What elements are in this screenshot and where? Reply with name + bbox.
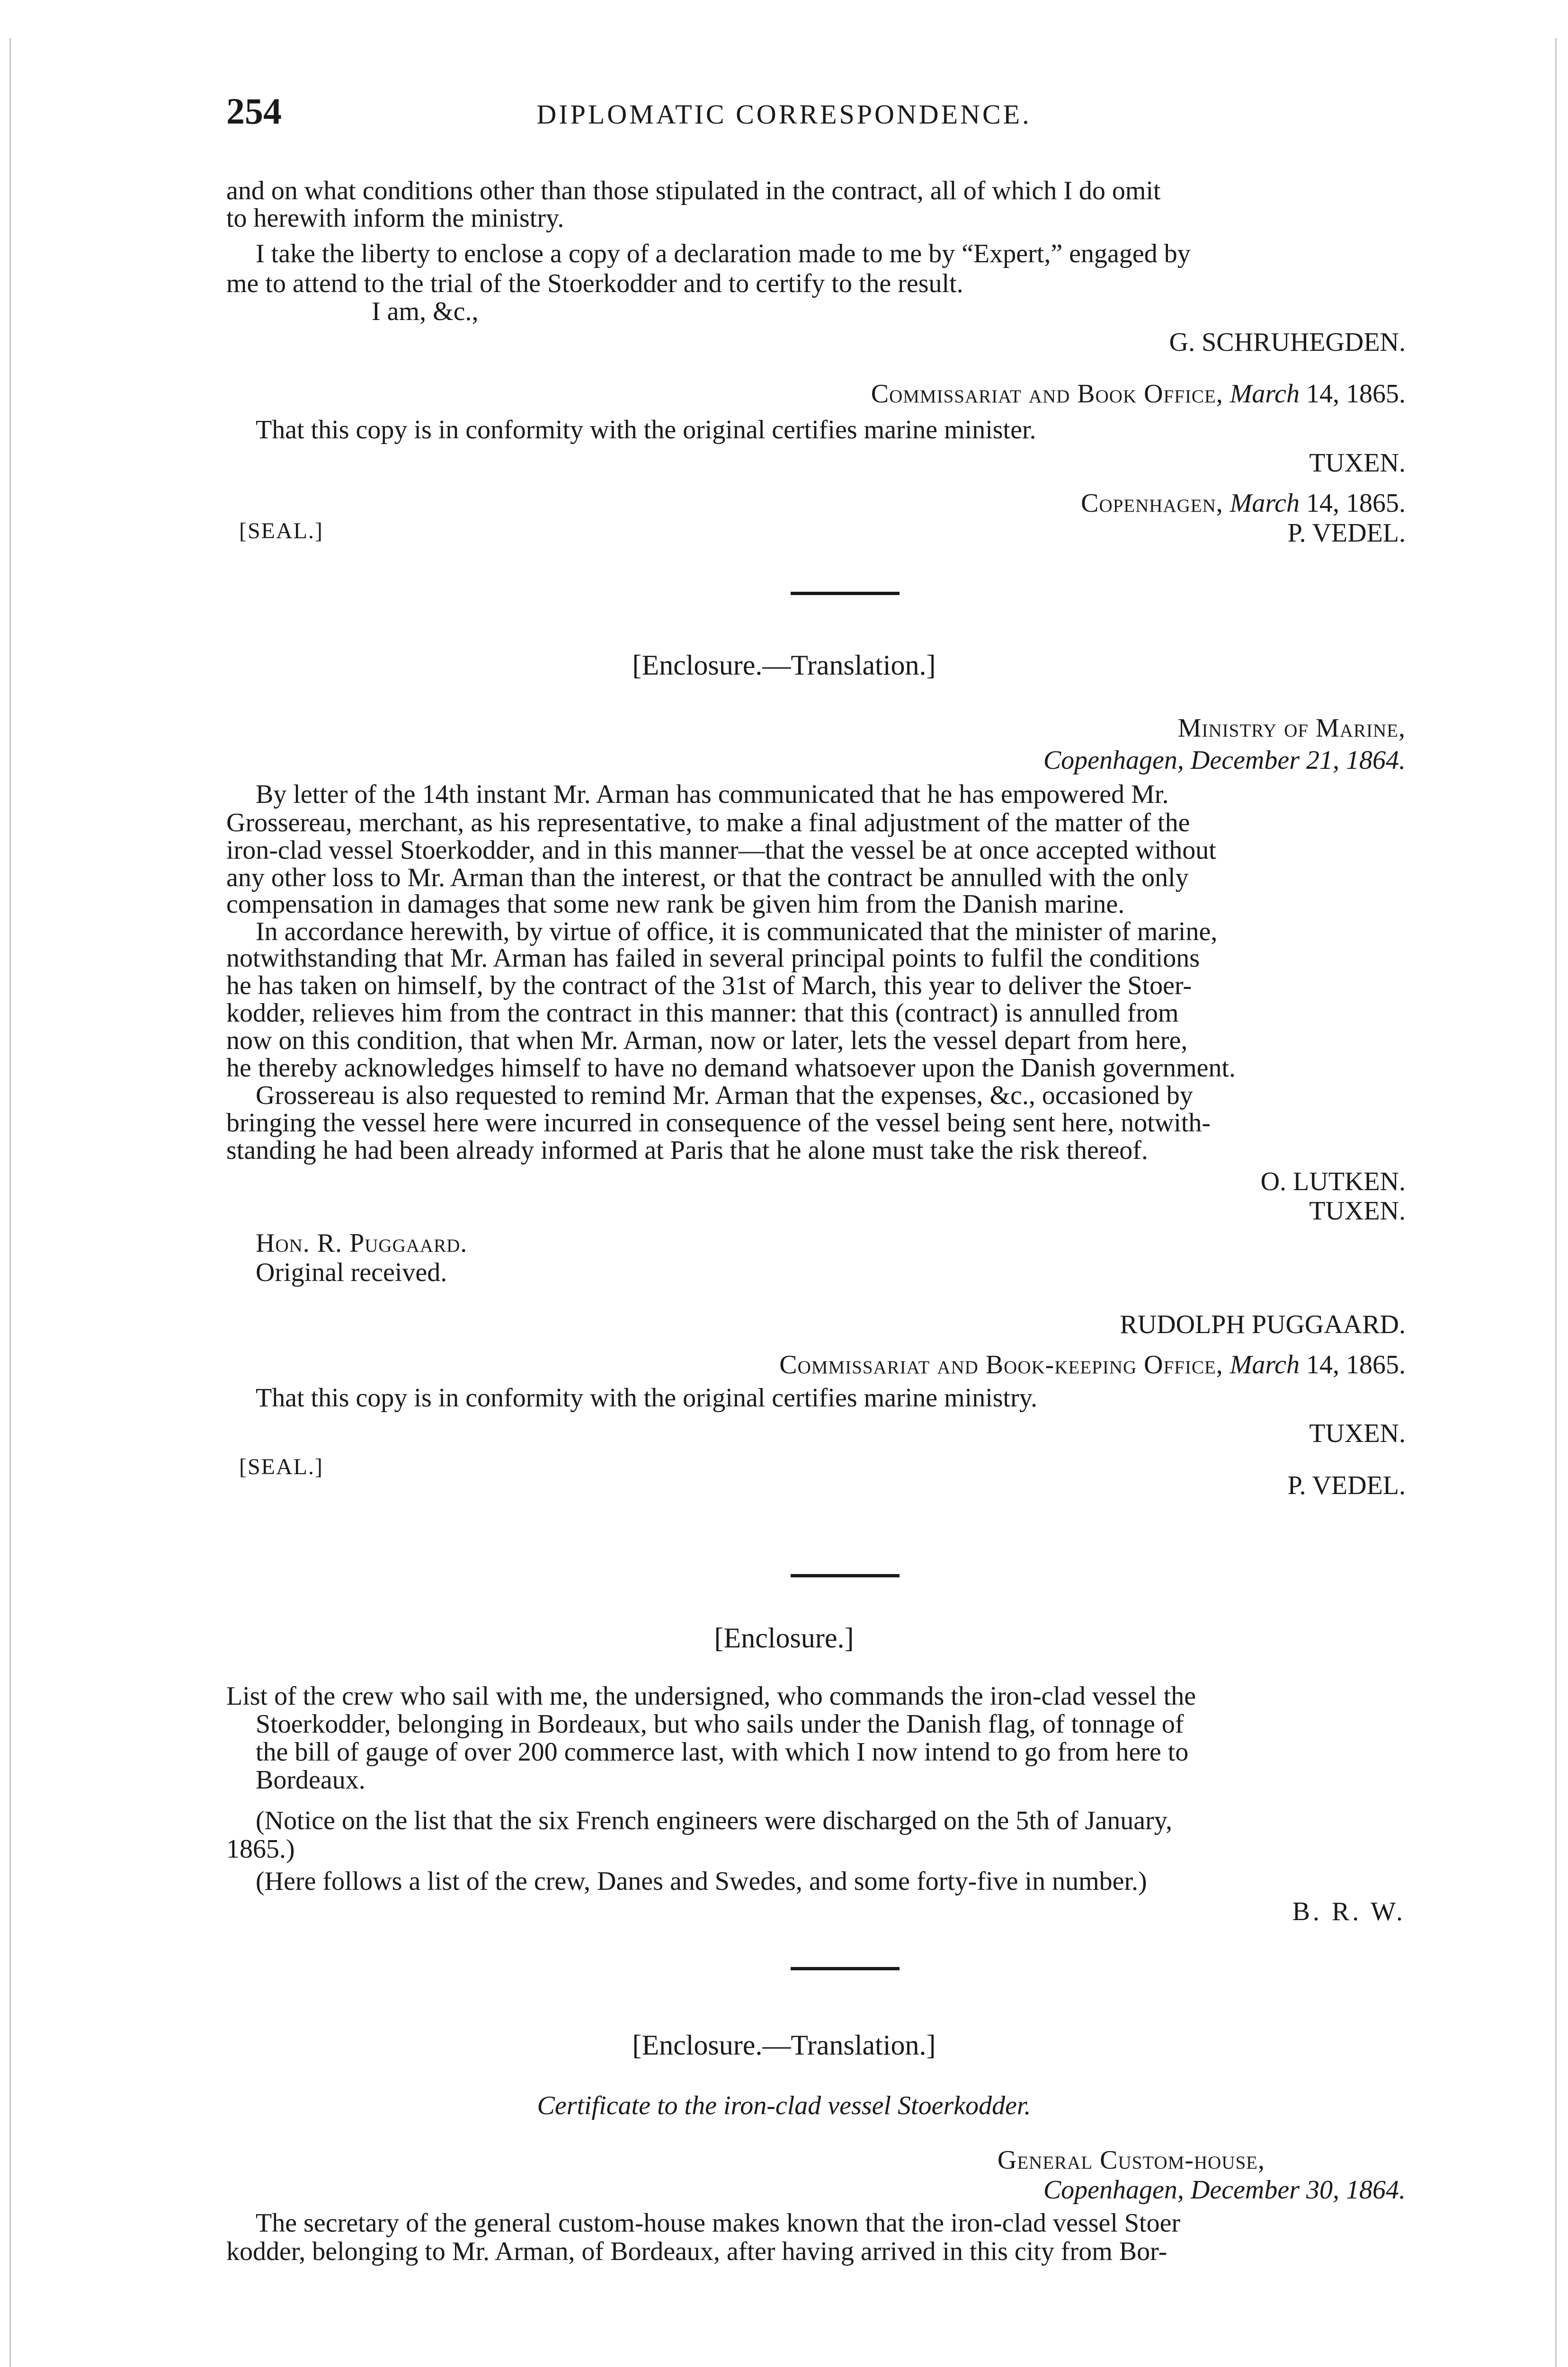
place-date: 14, 1865. <box>1306 489 1406 518</box>
office-date-line <box>871 381 1406 407</box>
place-date-line: Copenhagen, December 30, 1864. <box>1043 2175 1406 2205</box>
running-title: DIPLOMATIC CORRESPONDENCE. <box>536 99 1032 130</box>
section-divider <box>791 1967 900 1970</box>
signer-name: TUXEN. <box>1309 1419 1406 1448</box>
closing-line: I am, &c., <box>372 297 479 326</box>
body-line: to herewith inform the ministry. <box>226 204 564 233</box>
body-line: he thereby acknowledges himself to have no demand whatsoever upon the Danish government. <box>226 1053 1236 1083</box>
signature: G. SCHRUHEGDEN. <box>1169 328 1406 357</box>
signer-name: B. R. W. <box>1292 1897 1406 1926</box>
office-date: 14, 1865. <box>1306 1350 1406 1379</box>
body-line: Bordeaux. <box>256 1765 365 1795</box>
body-line: and on what conditions other than those stipulated in the contract, all of which I do omit <box>226 176 1161 205</box>
office-name: Commissariat and Book Office, <box>871 379 1223 409</box>
body-line: standing he had been already informed at Paris that he alone must take the risk thereof. <box>226 1136 1148 1165</box>
body-line: any other loss to Mr. Arman than the interest, or that the contract be annulled with the only <box>226 863 1189 892</box>
office-date-line <box>779 1352 1406 1378</box>
body-line: List of the crew who sail with me, the undersigned, who commands the iron-clad vessel the <box>226 1682 1196 1711</box>
ministry-name: Ministry of Marine, <box>1177 713 1406 743</box>
body-line: iron-clad vessel Stoerkodder, and in this manner—that the vessel be at once accepted without <box>226 836 1216 865</box>
body-line: By letter of the 14th instant Mr. Arman has communicated that he has empowered Mr. <box>256 780 1169 809</box>
body-line: kodder, relieves him from the contract in this manner: that this (contract) is annulled from <box>226 998 1179 1028</box>
enclosure-heading: [Enclosure.] <box>714 1622 854 1654</box>
signer-name: P. VEDEL. <box>1287 518 1406 548</box>
signer-name: O. LUTKEN. <box>1260 1167 1406 1196</box>
page-number: 254 <box>226 90 282 132</box>
body-line: notwithstanding that Mr. Arman has failed in several principal points to fulfil the conditions <box>226 943 1200 973</box>
certify-line: That this copy is in conformity with the original certifies marine ministry. <box>256 1383 1038 1413</box>
seal-mark: [SEAL.] <box>239 1454 323 1479</box>
place-name: Copenhagen, <box>1081 489 1223 518</box>
addressee <box>256 1230 467 1256</box>
signer-name: P. VEDEL. <box>1287 1471 1406 1500</box>
place-date-line: Copenhagen, December 21, 1864. <box>1043 746 1406 775</box>
body-line: (Here follows a list of the crew, Danes and Swedes, and some forty-five in number.) <box>256 1867 1147 1896</box>
office-month: March <box>1229 379 1300 409</box>
place-month: March <box>1229 489 1300 518</box>
body-line: now on this condition, that when Mr. Arman, now or later, lets the vessel depart from here, <box>226 1026 1188 1055</box>
body-line: me to attend to the trial of the Stoerkodder and to certify to the result. <box>226 269 963 298</box>
enclosure-heading: [Enclosure.—Translation.] <box>632 650 936 681</box>
body-line: 1865.) <box>226 1834 295 1864</box>
certificate-title: Certificate to the iron-clad vessel Stoerkodder. <box>537 2091 1031 2120</box>
body-line: Stoerkodder, belonging in Bordeaux, but who sails under the Danish flag, of tonnage of <box>256 1709 1184 1739</box>
body-line: he has taken on himself, by the contract of the 31st of March, this year to deliver the Stoer- <box>226 971 1192 1000</box>
body-line: bringing the vessel here were incurred in consequence of the vessel being sent here, notwith- <box>226 1108 1211 1138</box>
section-divider <box>791 1574 900 1577</box>
body-line: I take the liberty to enclose a copy of a declaration made to me by “Expert,” engaged by <box>256 239 1191 268</box>
signer-name: TUXEN. <box>1309 1196 1406 1226</box>
signer-name: TUXEN. <box>1309 448 1406 478</box>
body-line: the bill of gauge of over 200 commerce last, with which I now intend to go from here to <box>256 1737 1189 1767</box>
body-line: Grossereau is also requested to remind Mr. Arman that the expenses, &c., occasioned by <box>256 1081 1193 1110</box>
right-margin-line <box>1555 38 1557 2367</box>
received-line: Original received. <box>256 1258 447 1287</box>
left-margin-line <box>9 38 11 2367</box>
body-line: (Notice on the list that the six French engineers were discharged on the 5th of January, <box>256 1806 1173 1835</box>
addressee-name: Hon. R. Puggaard. <box>256 1228 468 1258</box>
body-line: In accordance herewith, by virtue of office, it is communicated that the minister of marine, <box>256 917 1218 946</box>
office-name: General Custom-house, <box>997 2145 1265 2175</box>
office-date: 14, 1865. <box>1306 379 1406 409</box>
office-month: March <box>1229 1350 1300 1379</box>
body-line: Grossereau, merchant, as his representative, to make a final adjustment of the matter of the <box>226 808 1190 837</box>
body-line: compensation in damages that some new rank be given him from the Danish marine. <box>226 890 1125 919</box>
enclosure-heading: [Enclosure.—Translation.] <box>632 2029 936 2061</box>
body-line: The secretary of the general custom-house makes known that the iron-clad vessel Stoer <box>256 2208 1181 2238</box>
office-name: Commissariat and Book-keeping Office, <box>779 1350 1223 1379</box>
receiver-name: RUDOLPH PUGGAARD. <box>1120 1310 1406 1339</box>
certify-line: That this copy is in conformity with the original certifies marine minister. <box>256 415 1036 445</box>
place-date-line <box>1081 490 1406 516</box>
seal-mark: [SEAL.] <box>239 518 323 543</box>
body-line: kodder, belonging to Mr. Arman, of Bordeaux, after having arrived in this city from Bor- <box>226 2237 1167 2266</box>
section-divider <box>791 592 900 595</box>
